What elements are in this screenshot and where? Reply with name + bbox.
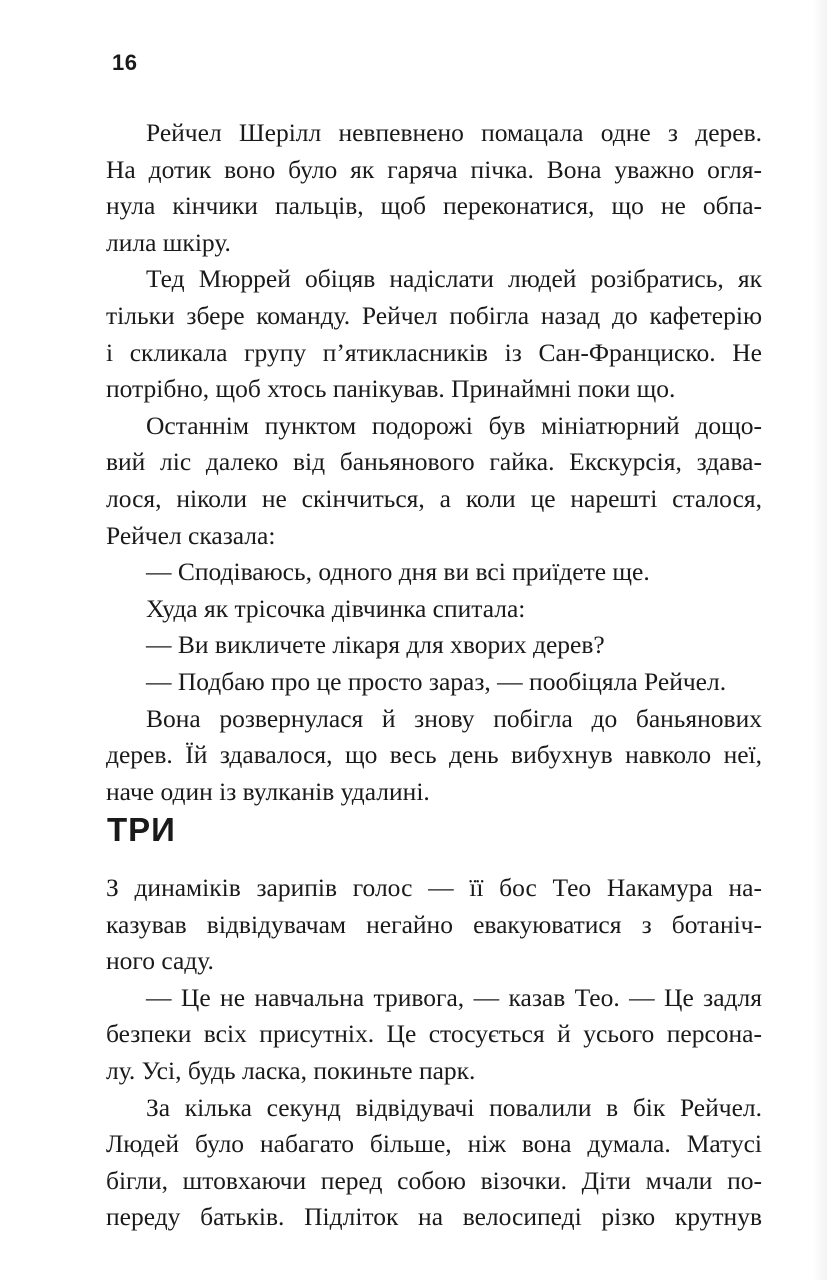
text-line: лося, ніколи не скінчиться, а коли це нарешті сталося, (106, 483, 762, 513)
text-line: Людей було набагато більше, ніж вона думала. Матусі (106, 1129, 762, 1159)
text-line: — Це не навчальна тривога, — казав Тео. — Це задля (146, 982, 762, 1012)
text-line: дерев. Їй здавалося, що весь день вибухнув навколо неї, (106, 740, 762, 770)
text-line: Тед Мюррей обіцяв надіслати людей розібратись, як (146, 264, 762, 294)
text-line: переду батьків. Підліток на велосипеді різко крутнув (106, 1202, 762, 1232)
text-line: безпеки всіх присутніх. Це стосується й усього персона- (106, 1019, 762, 1049)
paragraph (106, 701, 762, 811)
text-line: нула кінчики пальців, щоб переконатися, що не обпа- (106, 191, 762, 221)
paragraph (106, 627, 762, 664)
text-line: — Сподіваюсь, одного дня ви всі приїдете ще. (146, 557, 650, 587)
text-line: — Ви викличете лікаря для хворих дерев? (146, 630, 605, 660)
text-block-1 (106, 115, 762, 810)
page-number: 16 (112, 50, 138, 75)
text-line: ного саду. (106, 946, 214, 976)
text-line: З динаміків зарипів голос — її бос Тео Накамура на- (106, 873, 762, 902)
paragraph (106, 1090, 762, 1236)
text-block-2 (106, 870, 762, 1236)
text-line: вий ліс далеко від баньянового гайка. Екскурсія, здава- (106, 447, 762, 477)
text-line: Рейчел Шерілл невпевнено помацала одне з дерев. (146, 118, 762, 147)
paragraph (106, 664, 762, 701)
text-line: тільки збере команду. Рейчел побігла назад до кафетерію (106, 300, 762, 330)
text-line: Рейчел сказала: (106, 520, 276, 550)
text-line: Вона розвернулася й знову побігла до баньянових (146, 703, 762, 733)
text-line: Останнім пунктом подорожі був мініатюрний дощо- (146, 410, 762, 440)
text-line: Худа як трісочка дівчинка спитала: (146, 593, 526, 623)
text-line: бігли, штовхаючи перед собою візочки. Діти мчали по- (106, 1165, 762, 1195)
page-edge-shadow (813, 0, 827, 1280)
text-line: і скликала групу п’ятикласників із Сан-Франциско. Не (106, 337, 762, 367)
paragraph (106, 554, 762, 591)
text-line: На дотик воно було як гаряча пічка. Вона уважно огля- (106, 154, 762, 184)
chapter-heading: ТРИ (107, 811, 176, 848)
text-line: наче один із вулканів удалині. (106, 776, 430, 806)
paragraph (106, 115, 762, 261)
text-line: За кілька секунд відвідувачі повалили в бік Рейчел. (146, 1092, 762, 1122)
paragraph (106, 261, 762, 407)
paragraph (106, 980, 762, 1090)
text-line: — Подбаю про це просто зараз, — пообіцяла Рейчел. (146, 666, 727, 696)
text-line: лила шкіру. (106, 227, 231, 257)
paragraph (106, 408, 762, 554)
text-line: лу. Усі, будь ласка, покиньте парк. (106, 1055, 476, 1085)
text-line: казував відвідувачам негайно евакуюватися з ботаніч- (106, 909, 762, 939)
text-line: потрібно, щоб хтось панікував. Принаймні поки що. (106, 374, 676, 404)
paragraph (106, 591, 762, 628)
paragraph (106, 870, 762, 980)
